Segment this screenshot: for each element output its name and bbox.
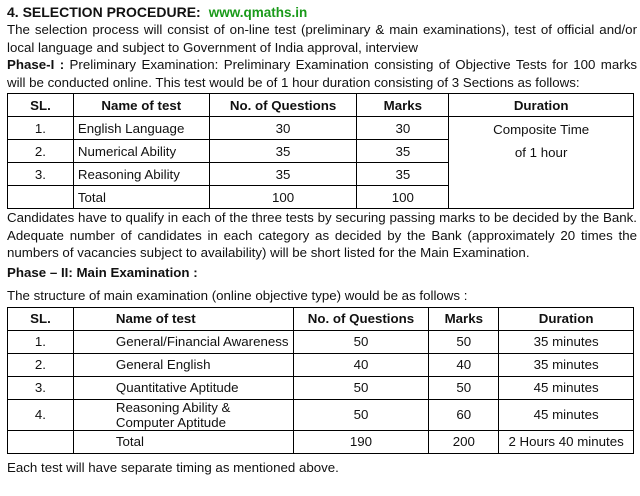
col-header: SL. [8,307,74,330]
cell-total-label: Total [73,430,293,453]
duration-line: Composite Time [493,122,590,137]
cell-questions: 35 [209,163,357,186]
col-header: SL. [8,94,74,117]
preliminary-exam-table [7,93,634,209]
cell-total-questions: 190 [293,430,429,453]
col-header: Name of test [73,94,209,117]
col-header: No. of Questions [209,94,357,117]
table-header-row [8,94,634,117]
table-row [8,376,634,399]
phase1-label: Phase-I : [7,57,65,72]
cell-test-name: General/Financial Awareness [73,330,293,353]
cell-questions: 50 [293,330,429,353]
cell-total-duration: 2 Hours 40 minutes [499,430,634,453]
phase2-heading: Phase – II: Main Examination : [7,264,198,280]
col-header: Duration [499,307,634,330]
cell-questions: 35 [209,140,357,163]
cell-questions: 40 [293,353,429,376]
cell-duration: 35 minutes [499,353,634,376]
cell-test-name: Reasoning Ability [73,163,209,186]
table-row [8,399,634,430]
cell-duration: 35 minutes [499,330,634,353]
cell-sl: 2. [8,140,74,163]
cell-test-name: English Language [73,117,209,140]
site-watermark: www.qmaths.in [208,5,308,20]
cell-test-name: Numerical Ability [73,140,209,163]
cell-sl: 1. [8,330,74,353]
qualify-paragraph: Candidates have to qualify in each of the three tests by securing passing marks to be decided by the Bank. Adequate number of candidates in each category as decided by the Bank (approximately 20 times the numbers of vacancies subject to availability) will be short listed for the Main Examination. [7,210,637,260]
section-title: 4. SELECTION PROCEDURE: [7,4,201,20]
cell-marks: 40 [429,353,499,376]
duration-line: of 1 hour [514,145,568,160]
cell-sl: 3. [8,163,74,186]
cell-sl [8,186,74,209]
structure-paragraph: The structure of main examination (online objective type) would be as follows : [7,288,468,303]
cell-test-name: Reasoning Ability & Computer Aptitude [73,399,293,430]
cell-sl [8,430,74,453]
table-row [8,117,634,140]
intro-paragraph: The selection process will consist of on-line test (preliminary & main examinations), test of official and/or local language and subject to Government of India approval, interview [7,22,637,55]
cell-marks: 35 [357,140,449,163]
table-row [8,330,634,353]
col-header: Marks [357,94,449,117]
cell-marks: 30 [357,117,449,140]
section-heading [7,3,637,21]
document-page [7,0,637,476]
cell-test-name: Quantitative Aptitude [73,376,293,399]
phase1-text: Preliminary Examination: Preliminary Examination consisting of Objective Tests for 100 marks will be conducted online. This test would be of 1 hour duration consisting of 3 Sections as follows: [7,57,637,90]
table-row [8,353,634,376]
cell-total-label: Total [73,186,209,209]
col-header: No. of Questions [293,307,429,330]
cell-total-marks: 200 [429,430,499,453]
cell-total-marks: 100 [357,186,449,209]
cell-marks: 50 [429,376,499,399]
cell-duration-composite [449,117,634,209]
cell-sl: 2. [8,353,74,376]
cell-duration: 45 minutes [499,399,634,430]
cell-duration: 45 minutes [499,376,634,399]
cell-sl: 4. [8,399,74,430]
table-total-row [8,430,634,453]
main-exam-table [7,307,634,454]
col-header: Duration [449,94,634,117]
cell-marks: 60 [429,399,499,430]
cell-questions: 30 [209,117,357,140]
cell-sl: 3. [8,376,74,399]
phase1-paragraph [7,56,637,91]
cell-marks: 35 [357,163,449,186]
tail-paragraph: Each test will have separate timing as mentioned above. [7,459,339,475]
cell-total-questions: 100 [209,186,357,209]
cell-test-name: General English [73,353,293,376]
cell-questions: 50 [293,376,429,399]
table-header-row [8,307,634,330]
cell-marks: 50 [429,330,499,353]
col-header: Marks [429,307,499,330]
cell-questions: 50 [293,399,429,430]
col-header: Name of test [73,307,293,330]
cell-sl: 1. [8,117,74,140]
